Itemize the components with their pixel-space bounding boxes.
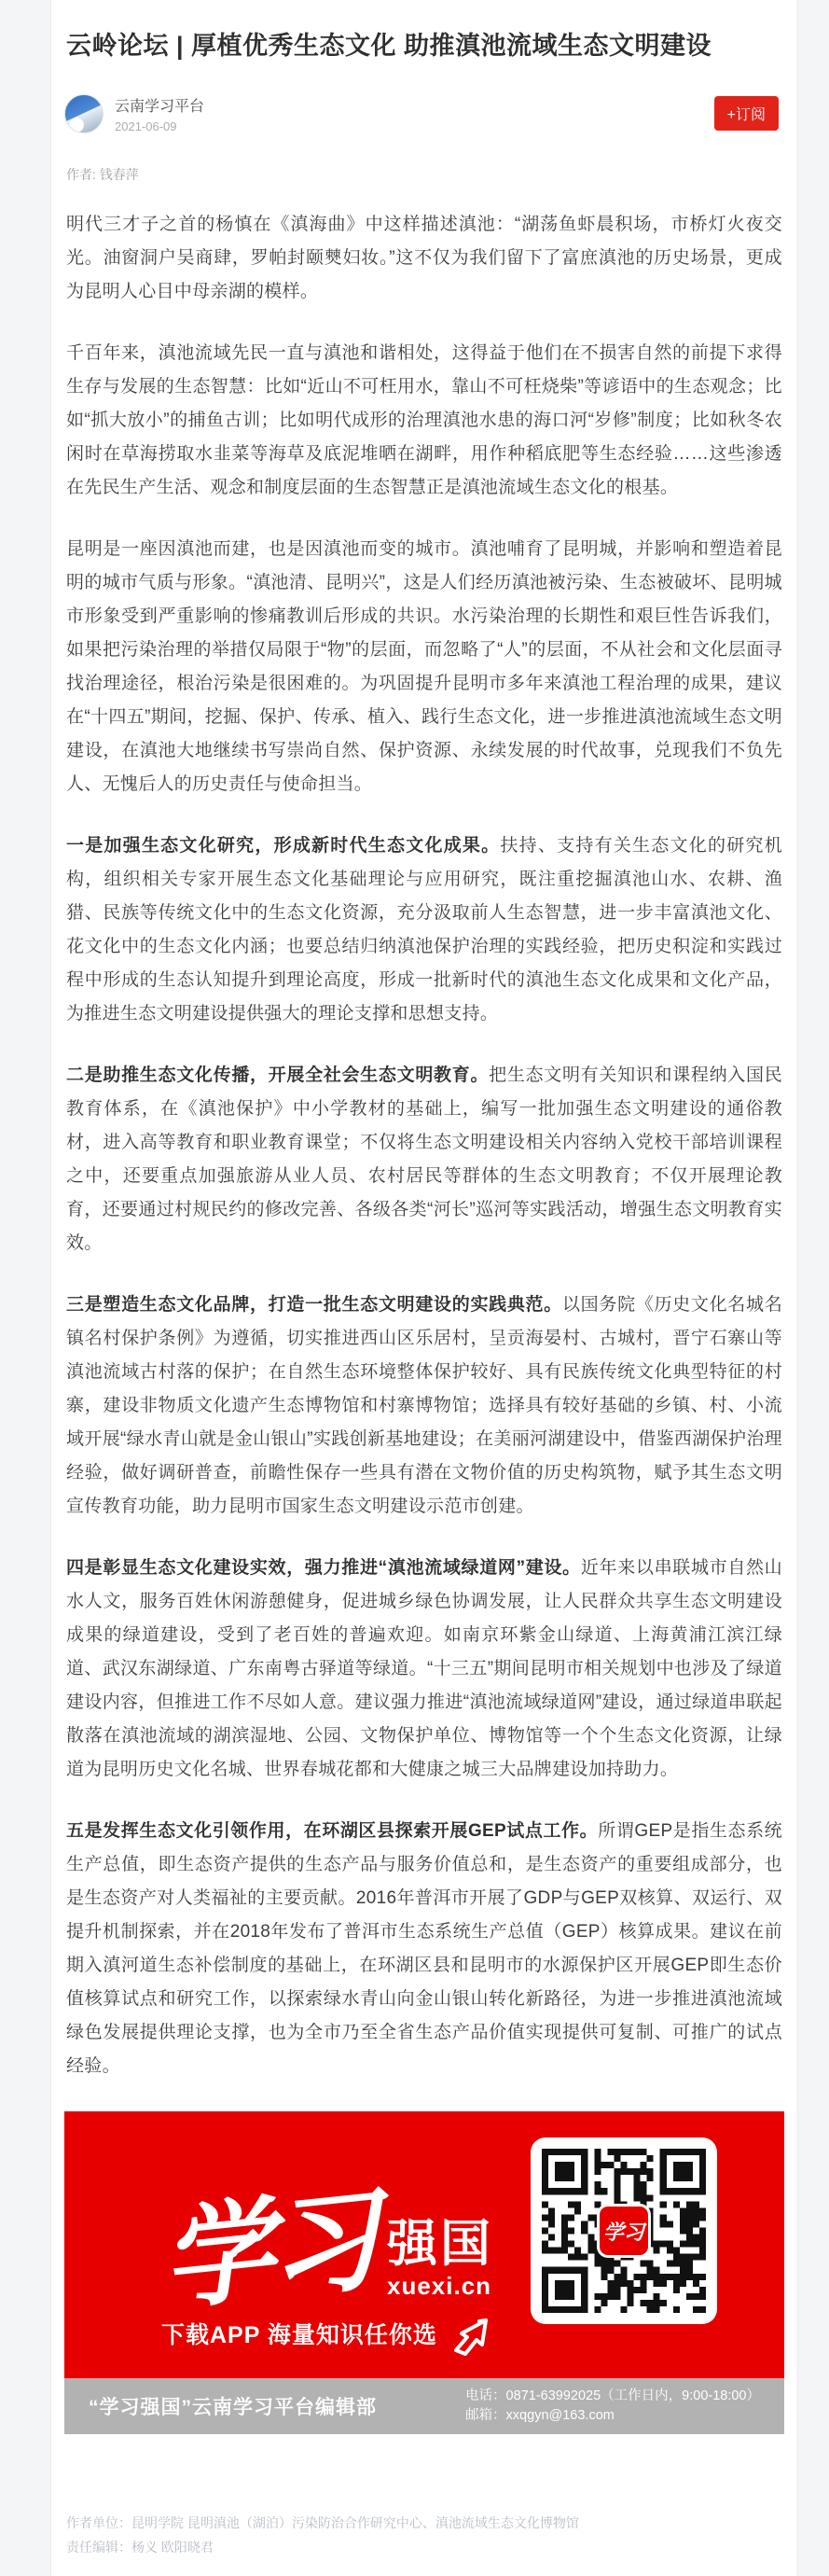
banner-tagline: 下载APP 海量知识任你选 (161, 2322, 437, 2349)
xuexi-logo-right (387, 2217, 493, 2301)
qr-code-image (531, 2137, 717, 2324)
subscribe-button[interactable]: +订阅 (714, 96, 779, 131)
paragraph-lead: 四是彰显生态文化建设实效，强力推进“滇池流域绿道网”建设。 (66, 1558, 581, 1579)
source-name[interactable]: 云南学习平台 (115, 99, 205, 116)
banner-tagline-row (161, 2309, 497, 2358)
editor-department: “学习强国”云南学习平台编辑部 (89, 2397, 377, 2419)
article-paragraph: 三是塑造生态文化品牌，打造一批生态文明建设的实践典范。以国务院《历史文化名城名镇名村保护条例》为遵循，切实推进西山区乐居村，呈贡海晏村、古城村，晋宁石寨山等滇池流域古村落的保护；在自然生态环境整体保护较好、具有民族传统文化典型特征的村寨，建设非物质文化遗产生态博物馆和村寨博物馆；选择具有较好基础的乡镇、村、小流域开展“绿水青山就是金山银山”实践创新基地建设；在美丽河湖建设中，借鉴西湖保护治理经验，做好调研普查，前瞻性保存一些具有潜在文物价值的历史构筑物，赋予其生态文明宣传教育功能，助力昆明市国家生态文明建设示范市创建。 (66, 1295, 782, 1517)
footer-notes (64, 2511, 784, 2559)
xuexi-logo-bold-text: 强国 (387, 2215, 493, 2272)
xuexi-logo-script-text: 学习 (156, 2177, 381, 2324)
article-paragraph: 四是彰显生态文化建设实效，强力推进“滇池流域绿道网”建设。近年来以串联城市自然山水人文，服务百姓休闲游憩健身，促进城乡绿色协调发展，让人民群众共享生态文明建设成果的绿道建设，受到了老百姓的普遍欢迎。如南京环紫金山绿道、上海黄浦江滨江绿道、武汉东湖绿道、广东南粤古驿道等绿道。“十三五”期间昆明市相关规划中也涉及了绿道建设内容，但推进工作不尽如人意。建议强力推进“滇池流域绿道网”建设，通过绿道串联起散落在滇池流域的湖滨湿地、公园、文物保护单位、博物馆等一个个生态文化资源，让绿道为昆明历史文化名城、世界春城花都和大健康之城三大品牌建设加持助力。 (66, 1558, 782, 1780)
author-line: 作者: 钱春萍 (66, 167, 139, 183)
article-paragraph: 一是加强生态文化研究，形成新时代生态文化成果。扶持、支持有关生态文化的研究机构，组织相关专家开展生态文化基础理论与应用研究，既注重挖掘滇池山水、农耕、渔猎、民族等传统文化中的生态文化资源，充分汲取前人生态智慧，进一步丰富滇池文化、花文化中的生态文化内涵；也要总结归纳滇池保护治理的实践经验，把历史积淀和实践过程中形成的生态认知提升到理论高度，形成一批新时代的滇池生态文化成果和文化产品，为推进生态文明建设提供强大的理论支撑和思想支持。 (66, 836, 782, 1024)
banner-red-area[interactable] (64, 2111, 784, 2378)
xuexi-logo (156, 2177, 493, 2324)
source-row (64, 94, 784, 133)
promo-banner[interactable] (64, 2111, 784, 2434)
author-unit-line: 作者单位：昆明学院 昆明滇池（湖泊）污染防治合作研究中心、滇池流域生态文化博物馆 (66, 2515, 579, 2531)
article-paragraph: 五是发挥生态文化引领作用，在环湖区县探索开展GEP试点工作。所谓GEP是指生态系统生产总值，即生态资产提供的生态产品与服务价值总和，是生态资产的重要组成部分，也是生态资产对人类福祉的主要贡献。2016年普洱市开展了GDP与GEP双核算、双运行、双提升机制探索，并在2018年发布了普洱市生态系统生产总值（GEP）核算成果。建议在前期入滇河道生态补偿制度的基础上，在环湖区县和昆明市的水源保护区开展GEP即生态价值核算试点和研究工作，以探索绿水青山向金山银山转化新路径，为进一步推进滇池流域绿色发展提供理论支撑，也为全市乃至全省生态产品价值实现提供可复制、可推广的试点经验。 (66, 1821, 782, 2077)
paragraph-lead: 五是发挥生态文化引领作用，在环湖区县探索开展GEP试点工作。 (66, 1821, 599, 1842)
article-paragraph: 明代三才子之首的杨慎在《滇海曲》中这样描述滇池：“湖荡鱼虾晨积场，市桥灯火夜交光。油窗洞户吴商肆，罗帕封颐僰妇妆。”这不仅为我们留下了富庶滇池的历史场景，更成为昆明人心目中母亲湖的模样。 (66, 215, 782, 302)
editor-line: 责任编辑：杨义 欧阳晓君 (66, 2540, 214, 2555)
banner-gray-bar (64, 2378, 784, 2434)
article-title: 云岭论坛 | 厚植优秀生态文化 助推滇池流域生态文明建设 (66, 32, 712, 60)
article-body (64, 208, 784, 2083)
publish-date: 2021-06-09 (115, 119, 177, 134)
source-meta (115, 94, 204, 133)
article-paragraph: 昆明是一座因滇池而建，也是因滇池而变的城市。滇池哺育了昆明城，并影响和塑造着昆明的城市气质与形象。“滇池清、昆明兴”，这是人们经历滇池被污染、生态被破坏、昆明城市形象受到严重影响的惨痛教训后形成的共识。水污染治理的长期性和艰巨性告诉我们，如果把污染治理的举措仅局限于“物”的层面，而忽略了“人”的层面，不从社会和文化层面寻找治理途径，根治污染是很困难的。为巩固提升昆明市多年来滇池工程治理的成果，建议在“十四五”期间，挖掘、保护、传承、植入、践行生态文化，进一步推进滇池流域生态文明建设，在滇池大地继续书写崇尚自然、保护资源、永续发展的时代故事，兑现我们不负先人、无愧后人的历史责任与使命担当。 (66, 539, 782, 795)
contact-email: 邮箱：xxqgyn@163.com (465, 2408, 615, 2424)
article-card (50, 0, 798, 2576)
contact-info (465, 2387, 760, 2426)
qr-center-logo: 学习 (597, 2204, 651, 2258)
paragraph-lead: 一是加强生态文化研究，形成新时代生态文化成果。 (66, 836, 501, 856)
contact-phone: 电话：0871-63992025（工作日内，9:00-18:00） (465, 2388, 760, 2404)
article-paragraph: 二是助推生态文化传播，开展全社会生态文明教育。把生态文明有关知识和课程纳入国民教育体系，在《滇池保护》中小学教材的基础上，编写一批加强生态文明建设的通俗教材，进入高等教育和职业教育课堂；不仅将生态文明建设相关内容纳入党校干部培训课程之中，还要重点加强旅游从业人员、农村居民等群体的生态文明教育；不仅开展理论教育，还要通过村规民约的修改完善、各级各类“河长”巡河等实践活动，增强生态文明教育实效。 (66, 1065, 782, 1254)
paragraph-lead: 三是塑造生态文化品牌，打造一批生态文明建设的实践典范。 (66, 1295, 562, 1316)
paragraph-lead: 二是助推生态文化传播，开展全社会生态文明教育。 (66, 1065, 490, 1086)
xuexi-logo-url: xuexi.cn (387, 2272, 492, 2301)
article-paragraph: 千百年来，滇池流域先民一直与滇池和谐相处，这得益于他们在不损害自然的前提下求得生存与发展的生态智慧：比如“近山不可枉用水，靠山不可枉烧柴”等谚语中的生态观念；比如“抓大放小”的捕鱼古训；比如明代成形的治理滇池水患的海口河“岁修”制度；比如秋冬农闲时在草海捞取水韭菜等海草及底泥堆晒在湖畔，用作种稻底肥等生态经验……这些渗透在先民生产生活、观念和制度层面的生态智慧正是滇池流域生态文化的根基。 (66, 343, 782, 498)
source-avatar-image[interactable] (64, 94, 104, 133)
arrow-up-right-icon (449, 2309, 497, 2358)
